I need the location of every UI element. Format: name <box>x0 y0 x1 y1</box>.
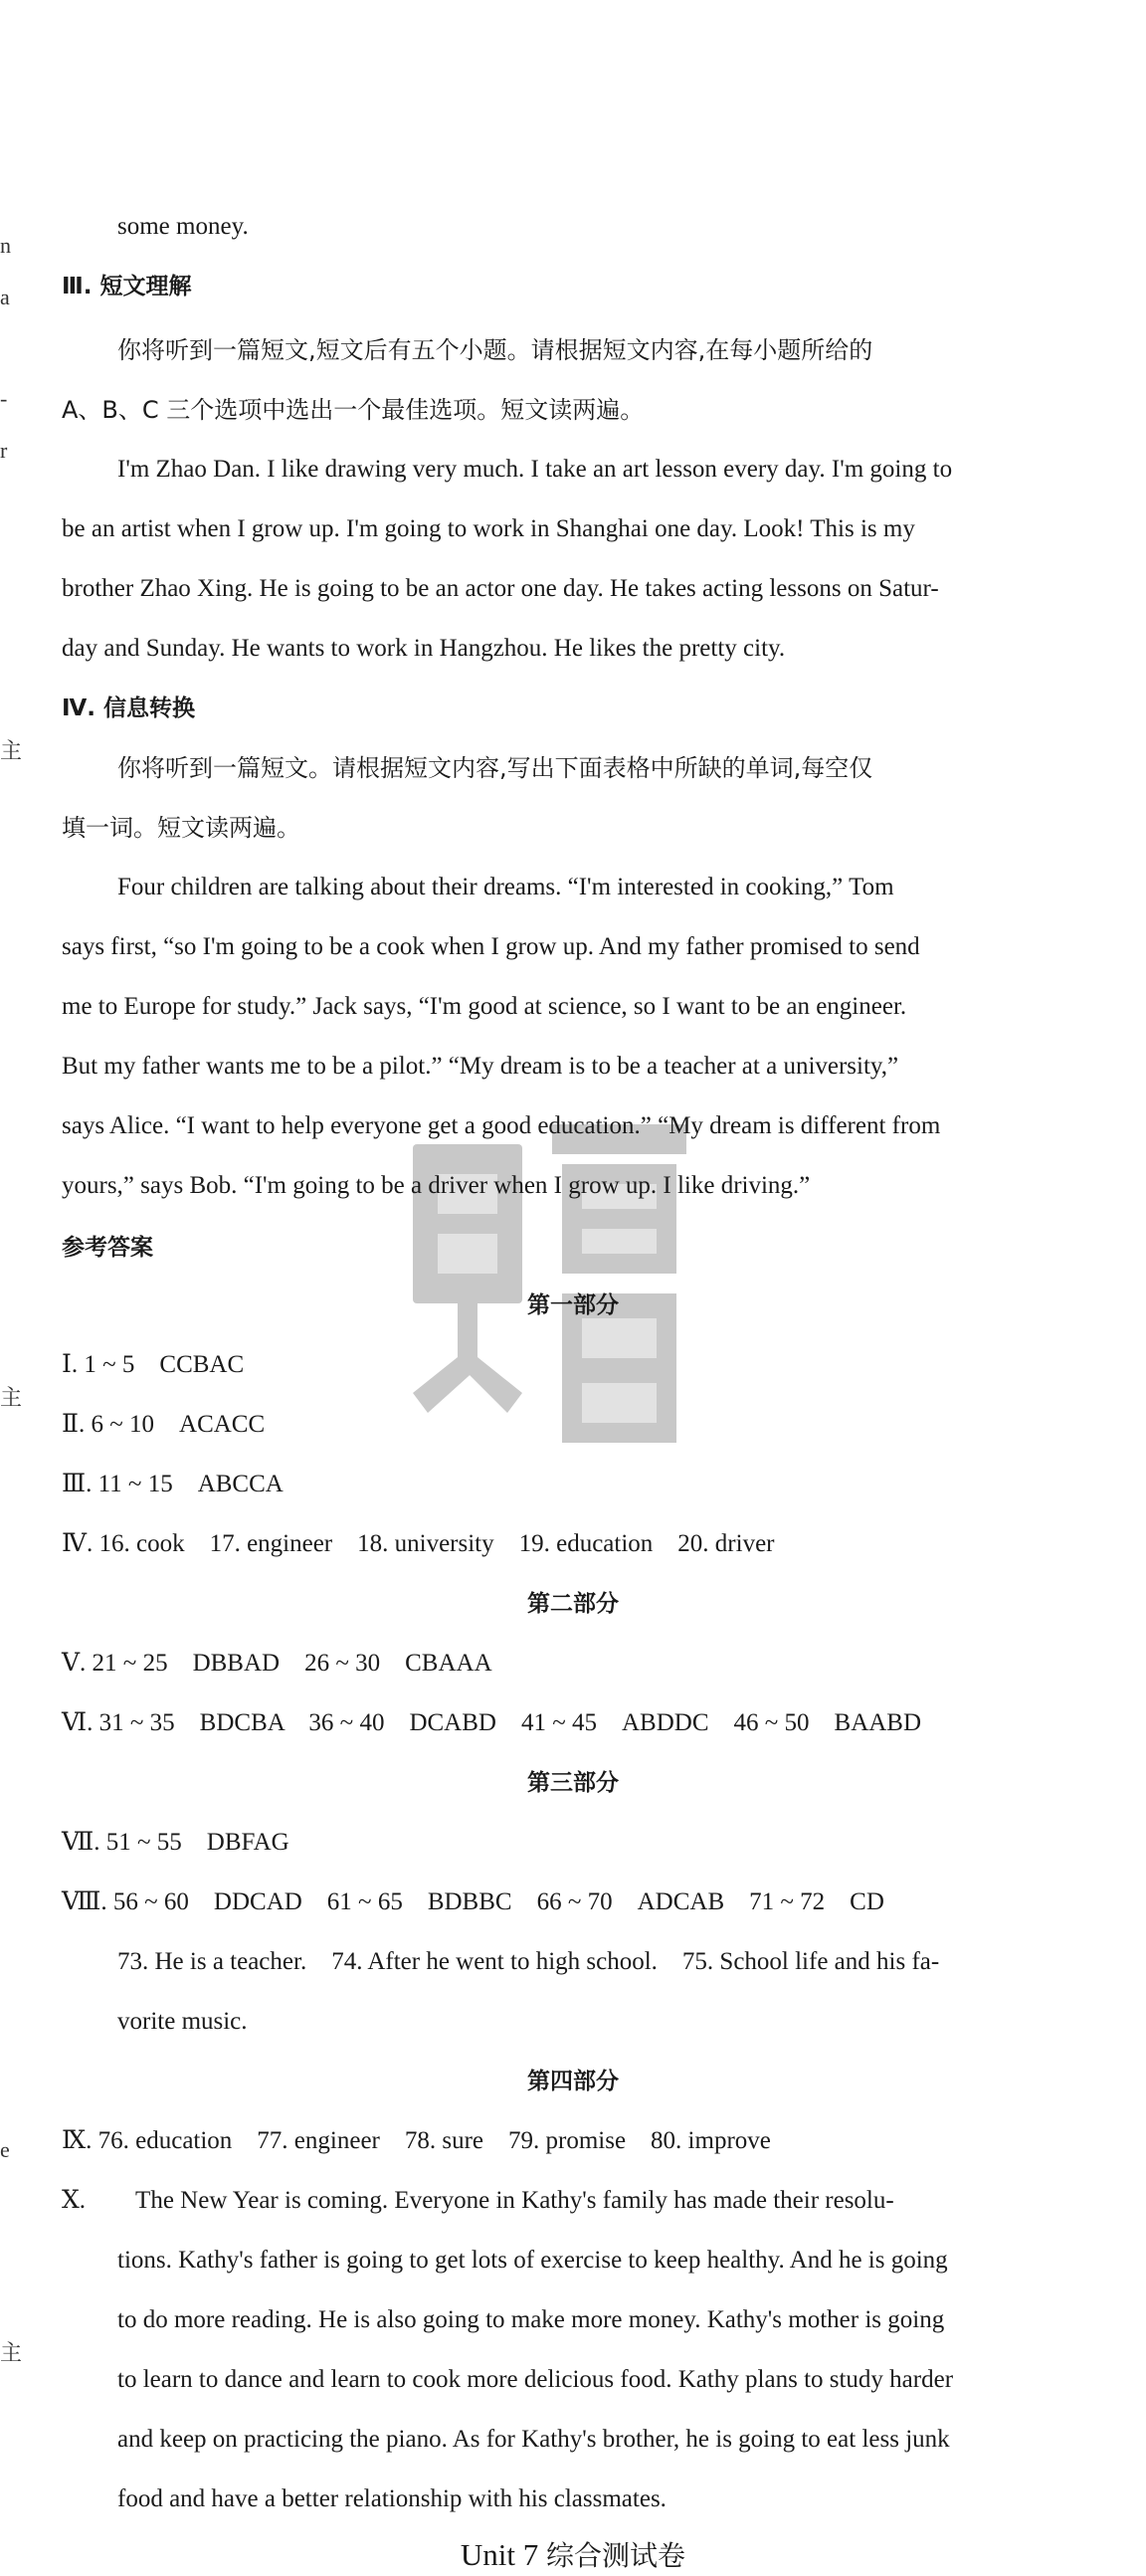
answer-line: Ⅳ. 16. cook 17. engineer 18. university 19. education 20. driver <box>62 1530 775 1557</box>
instruction-line: A、B、C 三个选项中选出一个最佳选项。短文读两遍。 <box>62 396 645 424</box>
passage-line: be an artist when I grow up. I'm going to work in Shanghai one day. Look! This is my <box>62 515 915 542</box>
text-line: some money. <box>117 213 249 240</box>
unit-title-cn: 综合测试卷 <box>546 2539 686 2572</box>
instruction-line: 你将听到一篇短文。请根据短文内容,写出下面表格中所缺的单词,每空仅 <box>117 754 873 782</box>
answer-line: Ⅷ. 56 ~ 60 DDCAD 61 ~ 65 BDBBC 66 ~ 70 ADCAB 71 ~ 72 CD <box>62 1888 884 1915</box>
passage-line: I'm Zhao Dan. I like drawing very much. I take an art lesson every day. I'm going to <box>117 456 953 483</box>
gift-watermark-icon <box>403 1104 701 1463</box>
answer-line: and keep on practicing the piano. As for Kathy's brother, he is going to eat less junk <box>117 2426 950 2453</box>
edge-mark: r <box>0 438 8 463</box>
section-heading: Ⅲ. 短文理解 <box>62 274 192 299</box>
answer-line: Ⅲ. 11 ~ 15 ABCCA <box>62 1471 284 1497</box>
edge-mark: a <box>0 285 10 309</box>
part-heading: 第一部分 <box>527 1292 619 1318</box>
answer-line: to learn to dance and learn to cook more delicious food. Kathy plans to study harder <box>117 2366 954 2393</box>
answer-line: Ⅵ. 31 ~ 35 BDCBA 36 ~ 40 DCABD 41 ~ 45 ABDDC 46 ~ 50 BAABD <box>62 1709 922 1736</box>
unit-title <box>0 2535 1146 2576</box>
part-heading: 第三部分 <box>527 1770 619 1796</box>
answer-line: Ⅸ. 76. education 77. engineer 78. sure 79. promise 80. improve <box>62 2127 771 2154</box>
answer-line: tions. Kathy's father is going to get lots of exercise to keep healthy. And he is going <box>117 2247 948 2274</box>
answers-heading: 参考答案 <box>62 1235 153 1261</box>
passage-line: says Alice. “I want to help everyone get a good education.” “My dream is different from <box>62 1112 941 1139</box>
passage-line: me to Europe for study.” Jack says, “I'm good at science, so I want to be an engineer. <box>62 993 907 1020</box>
answer-line: Ⅴ. 21 ~ 25 DBBAD 26 ~ 30 CBAAA <box>62 1650 492 1677</box>
answer-line: Ⅰ. 1 ~ 5 CCBAC <box>62 1351 245 1378</box>
answer-line: food and have a better relationship with his classmates. <box>117 2485 667 2512</box>
passage-line: Four children are talking about their dreams. “I'm interested in cooking,” Tom <box>117 874 894 900</box>
edge-mark: e <box>0 2137 10 2162</box>
edge-mark: 主 <box>0 738 23 763</box>
edge-mark: - <box>0 386 8 411</box>
passage-line: yours,” says Bob. “I'm going to be a driver when I grow up. I like driving.” <box>62 1172 811 1199</box>
passage-line: brother Zhao Xing. He is going to be an actor one day. He takes acting lessons on Satur- <box>62 575 939 602</box>
unit-title-en: Unit 7 <box>460 2537 539 2572</box>
answer-line: 73. He is a teacher. 74. After he went to high school. 75. School life and his fa- <box>117 1948 940 1975</box>
answer-line: Ⅶ. 51 ~ 55 DBFAG <box>62 1829 289 1856</box>
edge-mark: 主 <box>0 1385 23 1410</box>
part-heading: 第二部分 <box>527 1591 619 1617</box>
answer-line: vorite music. <box>117 2008 248 2035</box>
answer-line: Ⅹ. The New Year is coming. Everyone in Kathy's family has made their resolu- <box>62 2187 894 2214</box>
edge-mark: 主 <box>0 2340 23 2365</box>
section-heading: Ⅳ. 信息转换 <box>62 695 196 721</box>
passage-line: says first, “so I'm going to be a cook when I grow up. And my father promised to send <box>62 933 920 960</box>
edge-mark: n <box>0 233 11 258</box>
passage-line: But my father wants me to be a pilot.” “My dream is to be a teacher at a university,” <box>62 1053 899 1080</box>
instruction-line: 你将听到一篇短文,短文后有五个小题。请根据短文内容,在每小题所给的 <box>117 336 873 364</box>
part-heading: 第四部分 <box>527 2069 619 2094</box>
passage-line: day and Sunday. He wants to work in Hangzhou. He likes the pretty city. <box>62 635 786 662</box>
answer-line: to do more reading. He is also going to make more money. Kathy's mother is going <box>117 2306 945 2333</box>
instruction-line: 填一词。短文读两遍。 <box>62 814 300 842</box>
answer-line: Ⅱ. 6 ~ 10 ACACC <box>62 1411 266 1438</box>
